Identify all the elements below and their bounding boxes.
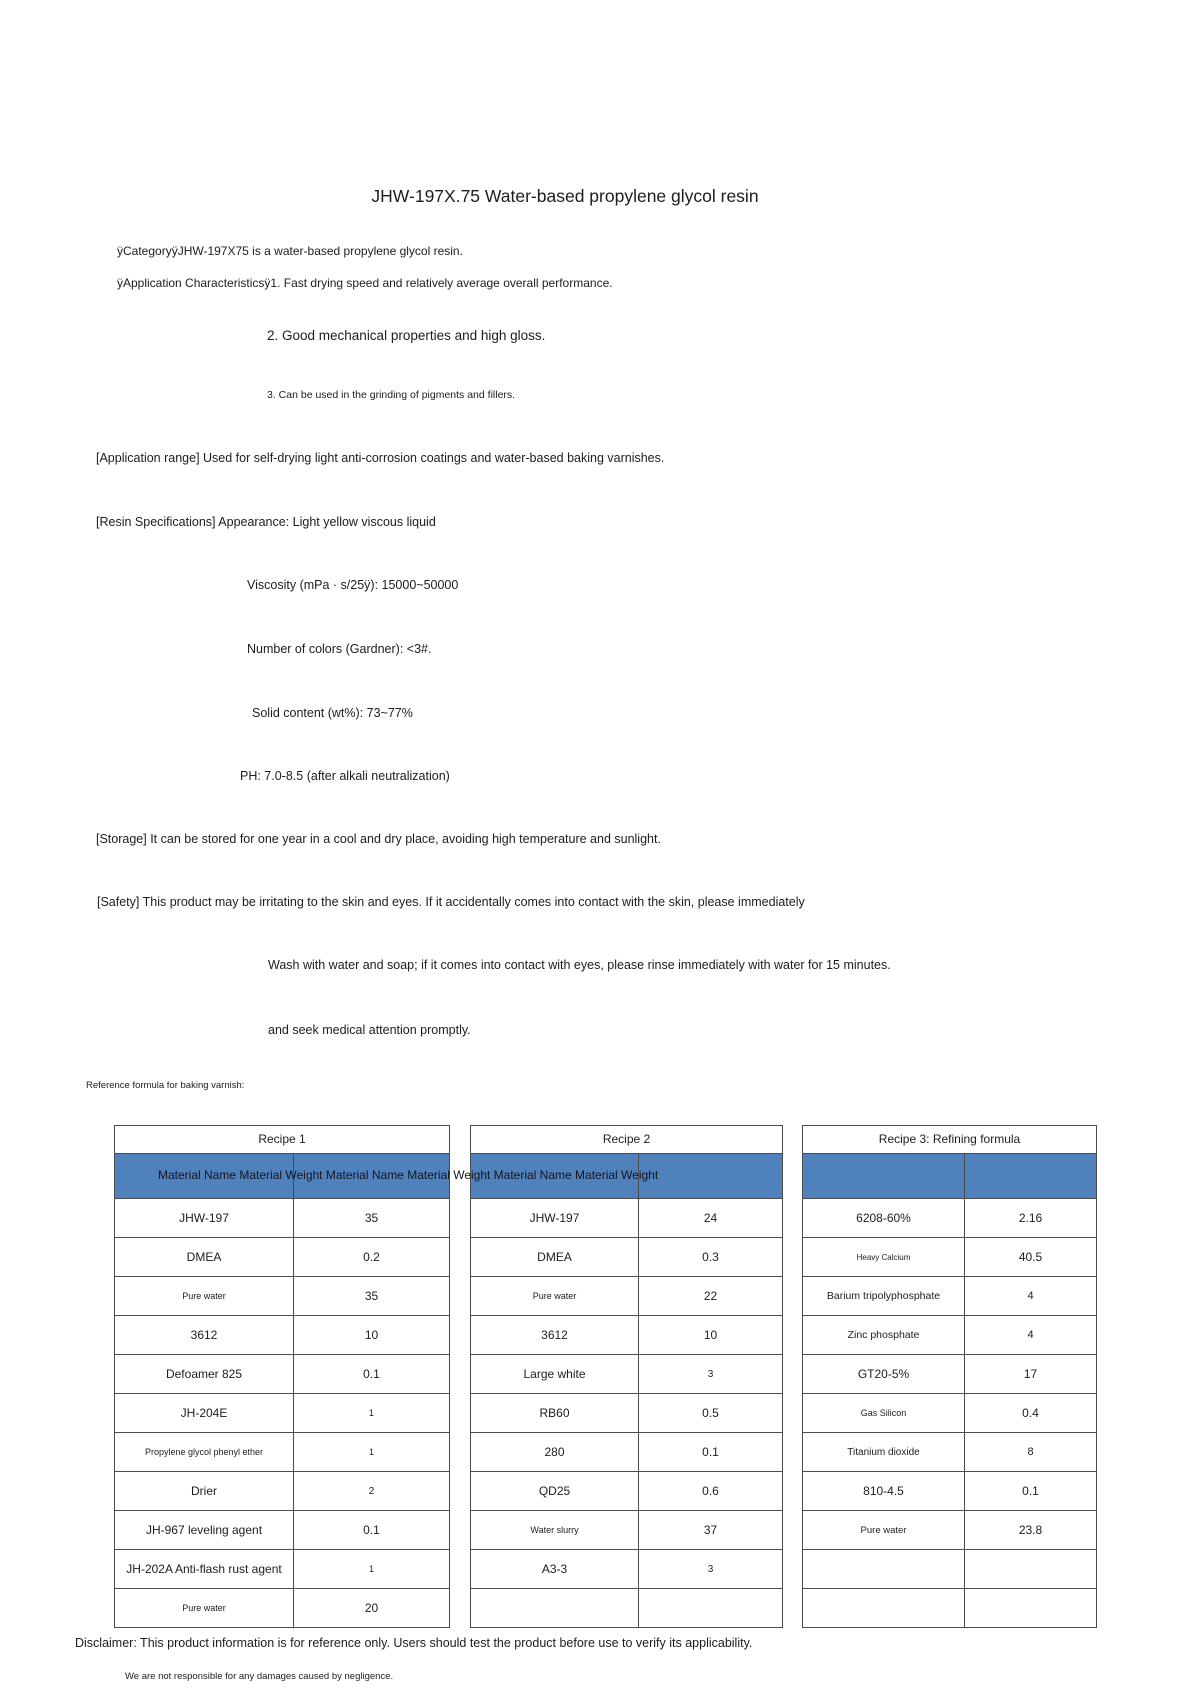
header-cell-material-weight xyxy=(639,1154,782,1198)
material-name-cell: DMEA xyxy=(471,1238,639,1276)
material-weight-cell: 40.5 xyxy=(1018,1250,1043,1264)
table-row xyxy=(115,1355,449,1394)
table-row xyxy=(115,1394,449,1433)
material-name-cell xyxy=(803,1550,965,1588)
table-row xyxy=(115,1238,449,1277)
material-name-cell: 280 xyxy=(471,1433,639,1471)
material-name-cell: Heavy Calcium xyxy=(803,1238,965,1276)
material-weight-cell xyxy=(965,1550,1096,1588)
material-weight-cell: 3 xyxy=(707,1563,714,1575)
table-row xyxy=(803,1277,1096,1316)
table-row xyxy=(803,1355,1096,1394)
recipe-2-table xyxy=(470,1125,783,1628)
material-name-cell: Propylene glycol phenyl ether xyxy=(115,1433,294,1471)
table-row xyxy=(803,1238,1096,1277)
material-weight-cell xyxy=(639,1589,782,1627)
recipe-3-body xyxy=(803,1199,1096,1627)
material-weight-cell: 3 xyxy=(707,1368,714,1380)
table-row xyxy=(471,1433,782,1472)
characteristic-3-line: 3. Can be used in the grinding of pigments and fillers. xyxy=(267,389,516,401)
material-name-cell xyxy=(471,1589,639,1627)
table-row xyxy=(471,1394,782,1433)
material-weight-cell: 0.2 xyxy=(363,1250,380,1264)
material-weight-cell: 35 xyxy=(364,1211,379,1225)
material-weight-cell: 0.1 xyxy=(702,1445,719,1459)
material-name-cell: Drier xyxy=(115,1472,294,1510)
material-name-cell: 3612 xyxy=(115,1316,294,1354)
reference-formula-label: Reference formula for baking varnish: xyxy=(86,1080,245,1091)
material-name-cell: QD25 xyxy=(471,1472,639,1510)
page-title: JHW-197X.75 Water-based propylene glycol resin xyxy=(371,186,759,206)
material-weight-cell: 22 xyxy=(703,1289,718,1303)
material-name-cell: JH-204E xyxy=(115,1394,294,1432)
resin-specifications-line: [Resin Specifications] Appearance: Light yellow viscous liquid xyxy=(96,515,436,529)
table-row xyxy=(803,1433,1096,1472)
material-weight-cell: 17 xyxy=(1023,1367,1038,1381)
recipe-1-caption: Recipe 1 xyxy=(115,1126,449,1154)
material-name-cell: 810-4.5 xyxy=(803,1472,965,1510)
material-name-cell: JHW-197 xyxy=(471,1199,639,1237)
material-name-cell: 3612 xyxy=(471,1316,639,1354)
material-weight-cell: 1 xyxy=(368,1447,374,1457)
category-line: ÿCategoryÿJHW-197X75 is a water-based propylene glycol resin. xyxy=(117,244,463,258)
material-weight-cell: 0.5 xyxy=(702,1406,719,1420)
header-cell-material-name xyxy=(115,1154,294,1198)
table-row xyxy=(115,1472,449,1511)
storage-line: [Storage] It can be stored for one year in a cool and dry place, avoiding high temperature and sunlight. xyxy=(96,832,661,846)
material-name-cell: A3-3 xyxy=(471,1550,639,1588)
material-name-cell: Defoamer 825 xyxy=(115,1355,294,1393)
disclaimer-line-2: We are not responsible for any damages caused by negligence. xyxy=(125,1671,394,1682)
table-row xyxy=(471,1238,782,1277)
material-weight-cell: 37 xyxy=(703,1523,718,1537)
material-weight-cell: 0.3 xyxy=(702,1250,719,1264)
ph-line: PH: 7.0-8.5 (after alkali neutralization) xyxy=(240,769,450,783)
table-row xyxy=(115,1550,449,1589)
recipe-1-body xyxy=(115,1199,449,1627)
material-name-cell: Pure water xyxy=(115,1277,294,1315)
material-name-cell: Pure water xyxy=(803,1511,965,1549)
material-name-cell: Titanium dioxide xyxy=(803,1433,965,1471)
material-name-cell: 6208-60% xyxy=(803,1199,965,1237)
material-weight-cell: 0.1 xyxy=(363,1367,380,1381)
application-characteristics-line: ÿApplication Characteristicsÿ1. Fast drying speed and relatively average overall performance. xyxy=(117,276,613,290)
characteristic-2-line: 2. Good mechanical properties and high gloss. xyxy=(267,328,546,343)
recipe-2-header-row xyxy=(471,1154,782,1199)
material-weight-cell: 2.16 xyxy=(1018,1211,1043,1225)
table-row xyxy=(803,1316,1096,1355)
material-weight-cell: 10 xyxy=(703,1328,718,1342)
material-name-cell: JH-967 leveling agent xyxy=(115,1511,294,1549)
material-weight-cell: 1 xyxy=(368,1564,374,1574)
table-header-overlay-text: Material Name Material Weight Material Name Material Weight Material Name Material Weight xyxy=(158,1168,659,1182)
header-cell-material-weight xyxy=(294,1154,449,1198)
table-row xyxy=(471,1472,782,1511)
material-weight-cell: 23.8 xyxy=(1018,1523,1043,1537)
material-name-cell: Gas Silicon xyxy=(803,1394,965,1432)
disclaimer-line-1: Disclaimer: This product information is for reference only. Users should test the product before use to verify its applicability. xyxy=(75,1636,753,1650)
table-row xyxy=(115,1199,449,1238)
table-row xyxy=(115,1511,449,1550)
material-weight-cell: 4 xyxy=(1027,1329,1034,1341)
material-weight-cell: 0.1 xyxy=(363,1523,380,1537)
table-row xyxy=(803,1511,1096,1550)
material-weight-cell: 0.6 xyxy=(702,1484,719,1498)
material-weight-cell: 35 xyxy=(364,1289,379,1303)
table-row xyxy=(471,1550,782,1589)
table-row xyxy=(115,1589,449,1627)
recipe-1-table xyxy=(114,1125,450,1628)
viscosity-line: Viscosity (mPa · s/25ÿ): 15000~50000 xyxy=(247,578,459,592)
material-name-cell: JHW-197 xyxy=(115,1199,294,1237)
application-range-line: [Application range] Used for self-drying light anti-corrosion coatings and water-based baking varnishes. xyxy=(96,451,665,465)
table-row xyxy=(471,1589,782,1627)
material-name-cell: GT20-5% xyxy=(803,1355,965,1393)
material-weight-cell: 4 xyxy=(1027,1290,1034,1302)
header-cell-material-name xyxy=(803,1154,965,1198)
safety-line: [Safety] This product may be irritating to the skin and eyes. If it accidentally comes into contact with the skin, please immediately xyxy=(97,895,805,909)
material-weight-cell: 24 xyxy=(703,1211,718,1225)
table-row xyxy=(803,1472,1096,1511)
table-row xyxy=(115,1277,449,1316)
material-name-cell: DMEA xyxy=(115,1238,294,1276)
material-weight-cell: 10 xyxy=(364,1328,379,1342)
table-row xyxy=(803,1199,1096,1238)
material-name-cell: Water slurry xyxy=(471,1511,639,1549)
material-name-cell: Zinc phosphate xyxy=(803,1316,965,1354)
material-name-cell: RB60 xyxy=(471,1394,639,1432)
recipe-3-table xyxy=(802,1125,1097,1628)
table-row xyxy=(471,1511,782,1550)
table-row xyxy=(471,1355,782,1394)
color-number-line: Number of colors (Gardner): <3#. xyxy=(247,642,432,656)
table-row xyxy=(803,1589,1096,1627)
solid-content-line: Solid content (wt%): 73~77% xyxy=(252,706,413,720)
safety-medical-line: and seek medical attention promptly. xyxy=(268,1023,471,1037)
material-name-cell: Pure water xyxy=(115,1589,294,1627)
recipe-2-caption: Recipe 2 xyxy=(471,1126,782,1154)
header-cell-material-name xyxy=(471,1154,639,1198)
table-row xyxy=(115,1316,449,1355)
material-name-cell: JH-202A Anti-flash rust agent xyxy=(115,1550,294,1588)
recipe-2-body xyxy=(471,1199,782,1627)
material-weight-cell: 0.1 xyxy=(1022,1484,1039,1498)
safety-wash-line: Wash with water and soap; if it comes into contact with eyes, please rinse immediately with water for 15 minutes. xyxy=(268,958,891,972)
recipe-3-header-row xyxy=(803,1154,1096,1199)
recipe-1-header-row xyxy=(115,1154,449,1199)
table-row xyxy=(471,1316,782,1355)
material-name-cell: Large white xyxy=(471,1355,639,1393)
table-row xyxy=(803,1394,1096,1433)
material-weight-cell: 2 xyxy=(368,1485,375,1497)
material-name-cell xyxy=(803,1589,965,1627)
table-row xyxy=(471,1199,782,1238)
material-weight-cell: 0.4 xyxy=(1022,1406,1039,1420)
material-name-cell: Barium tripolyphosphate xyxy=(803,1277,965,1315)
material-weight-cell xyxy=(965,1589,1096,1627)
material-weight-cell: 1 xyxy=(368,1408,374,1418)
material-name-cell: Pure water xyxy=(471,1277,639,1315)
recipe-3-caption: Recipe 3: Refining formula xyxy=(803,1126,1096,1154)
table-row xyxy=(803,1550,1096,1589)
material-weight-cell: 8 xyxy=(1027,1446,1034,1458)
table-row xyxy=(471,1277,782,1316)
header-cell-material-weight xyxy=(965,1154,1096,1198)
material-weight-cell: 20 xyxy=(364,1601,379,1615)
table-row xyxy=(115,1433,449,1472)
